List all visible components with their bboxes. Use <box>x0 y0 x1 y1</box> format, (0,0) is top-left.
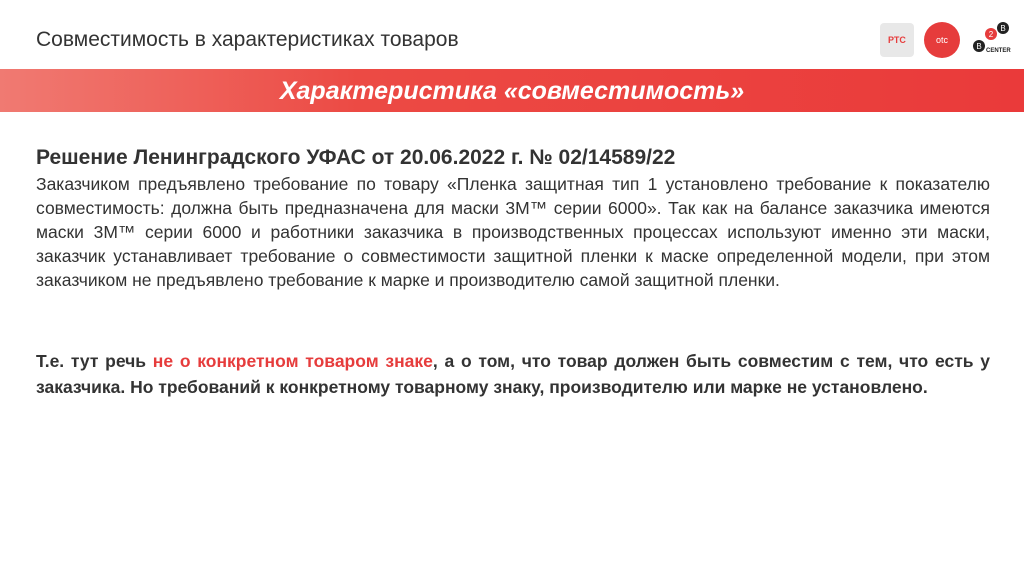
conclusion-highlight: не о конкретном товаром знаке <box>152 351 433 371</box>
conclusion-prefix: Т.е. тут речь <box>36 351 153 371</box>
b2b-center-logo <box>970 22 1014 58</box>
conclusion <box>36 348 990 400</box>
logos <box>880 22 1014 58</box>
decision-text: Заказчиком предъявлено требование по товару «Пленка защитная тип 1 установлено требование к показателю совместимость: должна быть предназначена для маски 3М™ серии 6000». Так как на балансе заказчика имеются маски 3М™ серии 6000 и работники заказчика в производственных процессах используют именно эти маски, заказчик устанавливает требование о совместимости защитной пленки к маске определенной модели, при этом заказчиком не предъявлено требование к марке и производителю самой защитной пленки. <box>36 174 990 290</box>
section-banner <box>0 69 1024 112</box>
svg-text:2: 2 <box>988 30 994 39</box>
banner-title: Характеристика «совместимость» <box>279 77 745 105</box>
svg-text:B: B <box>1000 24 1006 33</box>
svg-text:B: B <box>976 42 982 51</box>
rts-logo-text: РТС <box>888 35 906 45</box>
conclusion-suffix: , а о том, что товар должен быть совместим с тем, что есть у заказчика. Но требований к конкретному товарному знаку, производителю или марке не установлено. <box>36 351 991 397</box>
otc-logo-text: otc <box>935 35 948 45</box>
content <box>36 146 990 418</box>
page-title: Совместимость в характеристиках товаров <box>36 28 459 51</box>
b2b-logo-text: CENTER <box>986 48 1011 54</box>
decision-heading: Решение Ленинградского УФАС от 20.06.2022 г. № 02/14589/22 <box>36 146 676 169</box>
otc-logo <box>924 22 960 58</box>
rts-logo <box>880 23 914 57</box>
